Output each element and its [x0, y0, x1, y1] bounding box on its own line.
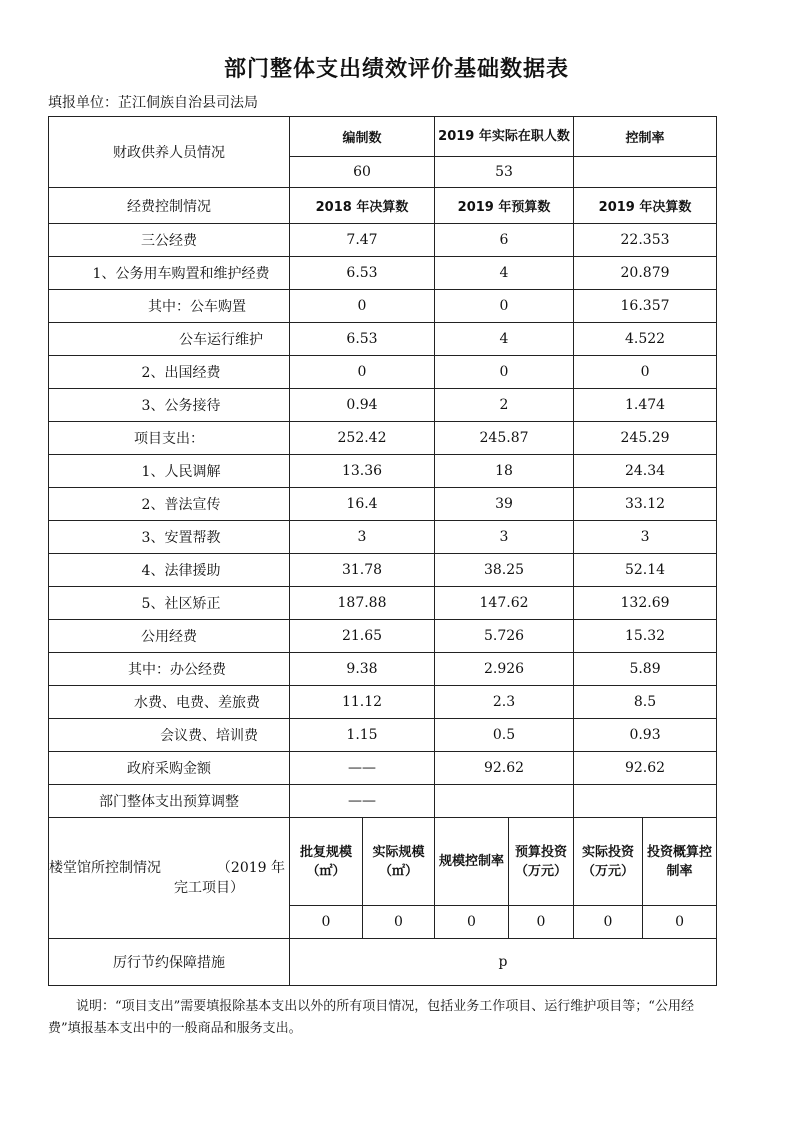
expense-control-label: 经费控制情况: [49, 188, 290, 224]
row-label: 部门整体支出预算调整: [49, 785, 290, 818]
building-label-c: 完工项目）: [174, 880, 244, 896]
cell-2019-final: 24.34: [574, 455, 717, 488]
cell-2019-final: 4.522: [574, 323, 717, 356]
table-row: [49, 257, 717, 290]
row-label: 3、安置帮教: [49, 521, 290, 554]
cell-2019-budget: 3: [435, 521, 574, 554]
cell-2019-budget: 5.726: [435, 620, 574, 653]
header-2019-final: 2019 年决算数: [574, 188, 717, 224]
cell-2018-final: 0.94: [290, 389, 435, 422]
cell-2019-budget: 38.25: [435, 554, 574, 587]
cell-2019-budget: 245.87: [435, 422, 574, 455]
cell-2019-final: [574, 785, 717, 818]
table-row: [49, 719, 717, 752]
cell-2018-final: 252.42: [290, 422, 435, 455]
table-row: [49, 620, 717, 653]
staffing-control-rate-value: [574, 157, 717, 188]
row-label: 政府采购金额: [49, 752, 290, 785]
header-authorized: 编制数: [290, 117, 435, 157]
cell-2018-final: 7.47: [290, 224, 435, 257]
header-budget-investment: 预算投资（万元）: [509, 818, 574, 906]
table-row: [49, 554, 717, 587]
table-row: [49, 323, 717, 356]
row-label: 4、法律援助: [49, 554, 290, 587]
cell-scale-control-rate: 0: [435, 906, 509, 939]
staffing-authorized-value: 60: [290, 157, 435, 188]
cell-2019-final: 3: [574, 521, 717, 554]
cell-2018-final: 13.36: [290, 455, 435, 488]
cell-2018-final: 9.38: [290, 653, 435, 686]
reporting-unit: 填报单位：芷江侗族自治县司法局: [48, 95, 258, 111]
cell-investment-control-rate: 0: [643, 906, 717, 939]
cell-2019-budget: 147.62: [435, 587, 574, 620]
cell-2018-final: 11.12: [290, 686, 435, 719]
cell-2019-budget: 39: [435, 488, 574, 521]
table-row: [49, 290, 717, 323]
footnote: 说明：“项目支出”需要填报除基本支出以外的所有项目情况，包括业务工作项目、运行维护项目等；“公用经费”填报基本支出中的一般商品和服务支出。: [48, 999, 694, 1036]
row-label: 2、出国经费: [49, 356, 290, 389]
header-approved-scale: 批复规模（㎡）: [290, 818, 363, 906]
cell-2018-final: 1.15: [290, 719, 435, 752]
cell-actual-scale: 0: [363, 906, 435, 939]
cell-2018-final: 0: [290, 290, 435, 323]
table-row: [49, 422, 717, 455]
cell-2019-final: 22.353: [574, 224, 717, 257]
row-label: 项目支出：: [49, 422, 290, 455]
row-label: 会议费、培训费: [49, 719, 290, 752]
cell-2019-final: 16.357: [574, 290, 717, 323]
table-row: [49, 224, 717, 257]
cell-2019-final: 8.5: [574, 686, 717, 719]
table-row: [49, 356, 717, 389]
building-control-label: [49, 818, 290, 939]
cell-approved-scale: 0: [290, 906, 363, 939]
cell-2018-final: 16.4: [290, 488, 435, 521]
header-actual-investment: 实际投资（万元）: [574, 818, 643, 906]
row-label: 其中：公车购置: [49, 290, 290, 323]
header-2019-budget: 2019 年预算数: [435, 188, 574, 224]
cell-2019-budget: 2.926: [435, 653, 574, 686]
cell-2019-final: 20.879: [574, 257, 717, 290]
cell-2019-budget: 4: [435, 323, 574, 356]
staffing-label: 财政供养人员情况: [49, 117, 290, 188]
cell-2018-final: 6.53: [290, 257, 435, 290]
cell-2019-final: 15.32: [574, 620, 717, 653]
table-row: [49, 785, 717, 818]
header-investment-control-rate: 投资概算控制率: [643, 818, 717, 906]
row-label: 5、社区矫正: [49, 587, 290, 620]
cell-budget-investment: 0: [509, 906, 574, 939]
cell-2018-final: 31.78: [290, 554, 435, 587]
header-actual-staff: 2019 年实际在职人数: [435, 117, 574, 157]
cell-2019-final: 52.14: [574, 554, 717, 587]
cell-2019-final: 245.29: [574, 422, 717, 455]
table-row: [49, 455, 717, 488]
cell-2019-final: 92.62: [574, 752, 717, 785]
cell-2019-budget: 2: [435, 389, 574, 422]
cell-2018-final: 6.53: [290, 323, 435, 356]
header-control-rate: 控制率: [574, 117, 717, 157]
header-actual-scale: 实际规模（㎡）: [363, 818, 435, 906]
cell-2018-final: 21.65: [290, 620, 435, 653]
row-label: 水费、电费、差旅费: [49, 686, 290, 719]
data-table: [48, 116, 717, 986]
savings-label: 厉行节约保障措施: [49, 939, 290, 986]
cell-2019-final: 132.69: [574, 587, 717, 620]
row-label: 三公经费: [49, 224, 290, 257]
cell-2018-final: ——: [290, 752, 435, 785]
cell-2019-budget: 2.3: [435, 686, 574, 719]
header-2018-final: 2018 年决算数: [290, 188, 435, 224]
table-row: [49, 752, 717, 785]
row-label: 1、人民调解: [49, 455, 290, 488]
savings-value: p: [290, 939, 717, 986]
cell-2019-budget: [435, 785, 574, 818]
cell-2019-final: 1.474: [574, 389, 717, 422]
cell-2019-budget: 0.5: [435, 719, 574, 752]
table-row: [49, 521, 717, 554]
cell-2018-final: 0: [290, 356, 435, 389]
cell-2018-final: 187.88: [290, 587, 435, 620]
header-scale-control-rate: 规模控制率: [435, 818, 509, 906]
row-label: 其中：办公经费: [49, 653, 290, 686]
cell-2019-final: 0.93: [574, 719, 717, 752]
table-row: [49, 686, 717, 719]
building-label-b: （2019 年: [216, 860, 285, 876]
row-label: 公车运行维护: [49, 323, 290, 356]
staffing-actual-value: 53: [435, 157, 574, 188]
cell-2019-final: 0: [574, 356, 717, 389]
page-title: 部门整体支出绩效评价基础数据表: [223, 57, 569, 82]
table-row: [49, 587, 717, 620]
table-row: [49, 389, 717, 422]
cell-2019-budget: 4: [435, 257, 574, 290]
cell-2019-budget: 18: [435, 455, 574, 488]
row-label: 公用经费: [49, 620, 290, 653]
row-label: 3、公务接待: [49, 389, 290, 422]
table-row: [49, 488, 717, 521]
cell-2018-final: ——: [290, 785, 435, 818]
cell-2018-final: 3: [290, 521, 435, 554]
table-row: [49, 653, 717, 686]
row-label: 2、普法宣传: [49, 488, 290, 521]
cell-actual-investment: 0: [574, 906, 643, 939]
cell-2019-budget: 0: [435, 290, 574, 323]
cell-2019-final: 33.12: [574, 488, 717, 521]
cell-2019-budget: 0: [435, 356, 574, 389]
building-label-a: 楼堂馆所控制情况: [49, 860, 161, 876]
cell-2019-final: 5.89: [574, 653, 717, 686]
row-label: 1、公务用车购置和维护经费: [49, 257, 290, 290]
cell-2019-budget: 6: [435, 224, 574, 257]
cell-2019-budget: 92.62: [435, 752, 574, 785]
